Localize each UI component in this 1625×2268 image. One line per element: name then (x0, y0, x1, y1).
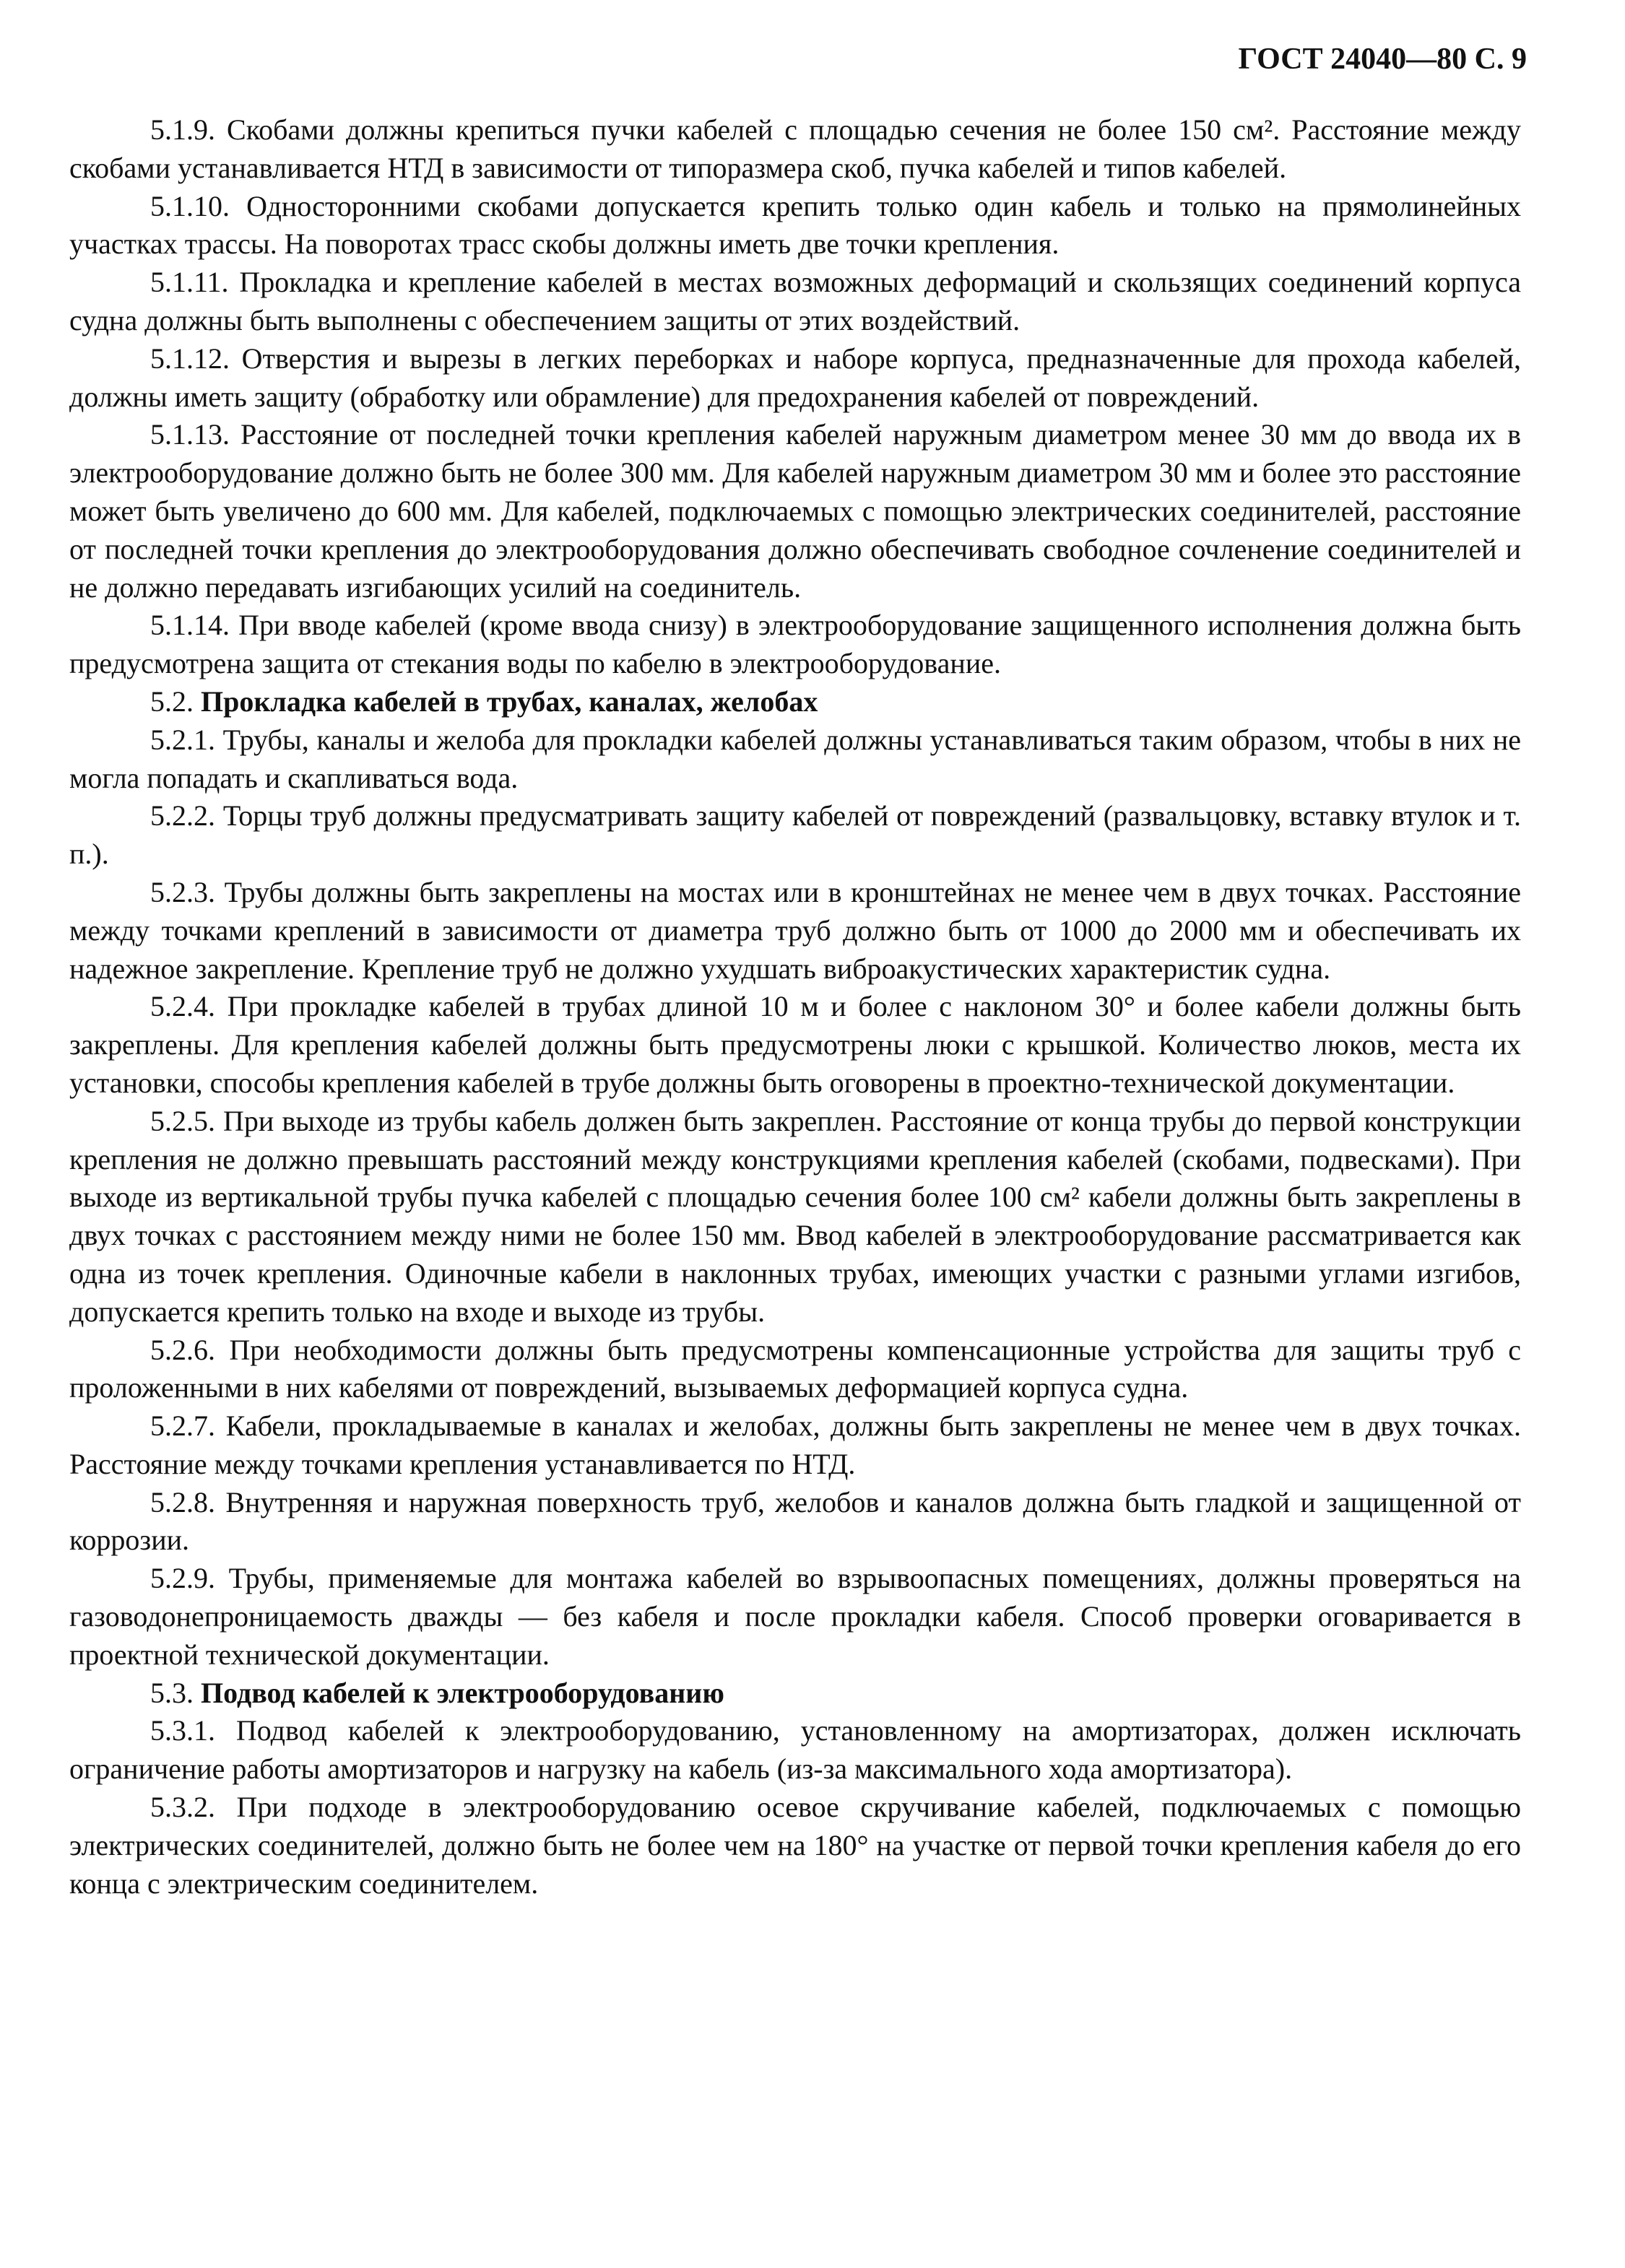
clause-text: Отверстия и вырезы в легких переборках и наборе корпуса, предназначенные для прохода кабелей, должны иметь защиту (обработку или обрамление) для предохранения кабелей от повреждений. (69, 342, 1522, 413)
page-header: ГОСТ 24040—80 С. 9 (1238, 43, 1527, 76)
clause-number: 5.2.5. (150, 1104, 215, 1137)
clause-number: 5.3.1. (150, 1714, 215, 1747)
paragraph-5-2-1 (69, 721, 1521, 798)
paragraph-5-2-3 (69, 874, 1521, 988)
clause-text: При вводе кабелей (кроме ввода снизу) в электрооборудование защищенного исполнения должна быть предусмотрена защита от стекания воды по кабелю в электрооборудование. (69, 609, 1521, 680)
paragraph-5-3-2 (69, 1789, 1521, 1903)
clause-text: Кабели, прокладываемые в каналах и желобах, должны быть закреплены не менее чем в двух точках. Расстояние между точками крепления устанавливается по НТД. (69, 1409, 1522, 1480)
paragraph-5-2-8 (69, 1484, 1521, 1560)
clause-number: 5.2.6. (150, 1333, 215, 1366)
paragraph-5-2-6 (69, 1331, 1521, 1408)
section-heading-5-3 (69, 1674, 1521, 1713)
clause-number: 5.2.3. (150, 875, 215, 908)
paragraph-5-1-10 (69, 188, 1521, 264)
clause-text: При прокладке кабелей в трубах длиной 10 м и более с наклоном 30° и более кабели должны быть закреплены. Для крепления кабелей должны быть предусмотрены люки с крышкой. Количество люков, места их установки, способы крепления кабелей в трубе должны быть оговорены в проектно-технической документации. (69, 990, 1522, 1099)
clause-text: Трубы, применяемые для монтажа кабелей во взрывоопасных помещениях, должны проверяться на газоводонепроницаемость дважды — без кабеля и после прокладки кабеля. Способ проверки оговаривается в проектной технической документации. (69, 1562, 1522, 1671)
clause-number: 5.1.9. (150, 113, 215, 146)
section-title: Прокладка кабелей в трубах, каналах, желобах (201, 685, 818, 718)
clause-text: При выходе из трубы кабель должен быть закреплен. Расстояние от конца трубы до первой конструкции крепления не должно превышать расстояний между конструкциями крепления кабелей (скобами, подвесками). При выходе из вертикальной трубы пучка кабелей с площадью сечения более 100 см² кабели должны быть закреплены в двух точках с расстоянием между ними не более 150 мм. Ввод кабелей в электрооборудование рассматривается как одна из точек крепления. Одиночные кабели в наклонных трубах, имеющих участки с разными углами изгибов, допускается крепить только на входе и выходе из трубы. (69, 1104, 1521, 1328)
clause-number: 5.2.7. (150, 1409, 215, 1443)
section-number: 5.3. (150, 1676, 194, 1709)
clause-text: Расстояние от последней точки крепления кабелей наружным диаметром менее 30 мм до ввода их в электрооборудование должно быть не более 300 мм. Для кабелей наружным диаметром 30 мм и более это расстояние может быть увеличено до 600 мм. Для кабелей, подключаемых с помощью электрических соединителей, расстояние от последней точки крепления до электрооборудования должно обеспечивать свободное сочленение соединителей и не должно передавать изгибающих усилий на соединитель. (69, 418, 1521, 604)
paragraph-5-1-14 (69, 607, 1521, 683)
clause-text: При подходе в электрооборудованию осевое скручивание кабелей, подключаемых с помощью электрических соединителей, должно быть не более чем на 180° на участке от первой точки крепления кабеля до его конца с электрическим соединителем. (69, 1791, 1522, 1900)
clause-number: 5.2.2. (150, 799, 215, 833)
paragraph-5-2-7 (69, 1407, 1521, 1484)
clause-text: При необходимости должны быть предусмотрены компенсационные устройства для защиты труб с проложенными в них кабелями от повреждений, вызываемых деформацией корпуса судна. (69, 1333, 1521, 1404)
clause-number: 5.1.11. (150, 266, 229, 299)
document-page (69, 38, 1527, 1903)
clause-text: Трубы, каналы и желоба для прокладки кабелей должны устанавливаться таким образом, чтобы в них не могла попадать и скапливаться вода. (69, 723, 1522, 794)
paragraph-5-2-9 (69, 1560, 1521, 1674)
clause-text: Внутренняя и наружная поверхность труб, желобов и каналов должна быть гладкой и защищенной от коррозии. (69, 1485, 1522, 1557)
clause-text: Трубы должны быть закреплены на мостах или в кронштейнах не менее чем в двух точках. Расстояние между точками креплений в зависимости от диаметра труб должно быть от 1000 до 2000 мм и обеспечивать их надежное закрепление. Крепление труб не должно ухудшать виброакустических характеристик судна. (69, 875, 1521, 985)
section-heading-5-2 (69, 683, 1521, 721)
clause-number: 5.2.8. (150, 1485, 215, 1518)
section-title: Подвод кабелей к электрооборудованию (201, 1676, 724, 1709)
clause-number: 5.2.4. (150, 990, 215, 1023)
clause-number: 5.2.9. (150, 1562, 215, 1595)
paragraph-5-1-9 (69, 111, 1521, 188)
clause-text: Торцы труб должны предусматривать защиту кабелей от повреждений (развальцовку, вставку втулок и т. п.). (69, 799, 1521, 871)
clause-text: Прокладка и крепление кабелей в местах возможных деформаций и скользящих соединений корпуса судна должны быть выполнены с обеспечением защиты от этих воздействий. (69, 266, 1522, 336)
clause-number: 5.1.12. (150, 342, 230, 375)
clause-text: Подвод кабелей к электрооборудованию, установленному на амортизаторах, должен исключать ограничение работы амортизаторов и нагрузку на кабель (из-за максимального хода амортизатора). (69, 1714, 1522, 1786)
clause-number: 5.1.14. (150, 609, 230, 642)
clause-number: 5.1.13. (150, 418, 230, 451)
paragraph-5-1-11 (69, 264, 1521, 340)
clause-number: 5.2.1. (150, 723, 215, 756)
paragraph-5-2-5 (69, 1103, 1521, 1331)
paragraph-5-1-13 (69, 416, 1521, 607)
section-number: 5.2. (150, 685, 194, 718)
clause-text: Скобами должны крепиться пучки кабелей с площадью сечения не более 150 см². Расстояние между скобами устанавливается НТД в зависимости от типоразмера скоб, пучка кабелей и типов кабелей. (69, 113, 1522, 184)
clause-number: 5.3.2. (150, 1791, 215, 1824)
paragraph-5-2-4 (69, 988, 1521, 1102)
paragraph-5-2-2 (69, 797, 1521, 874)
clause-text: Односторонними скобами допускается крепить только один кабель и только на прямолинейных участках трассы. На поворотах трасс скобы должны иметь две точки крепления. (69, 189, 1521, 261)
paragraph-5-1-12 (69, 340, 1521, 417)
paragraph-5-3-1 (69, 1712, 1521, 1789)
clause-number: 5.1.10. (150, 189, 230, 222)
